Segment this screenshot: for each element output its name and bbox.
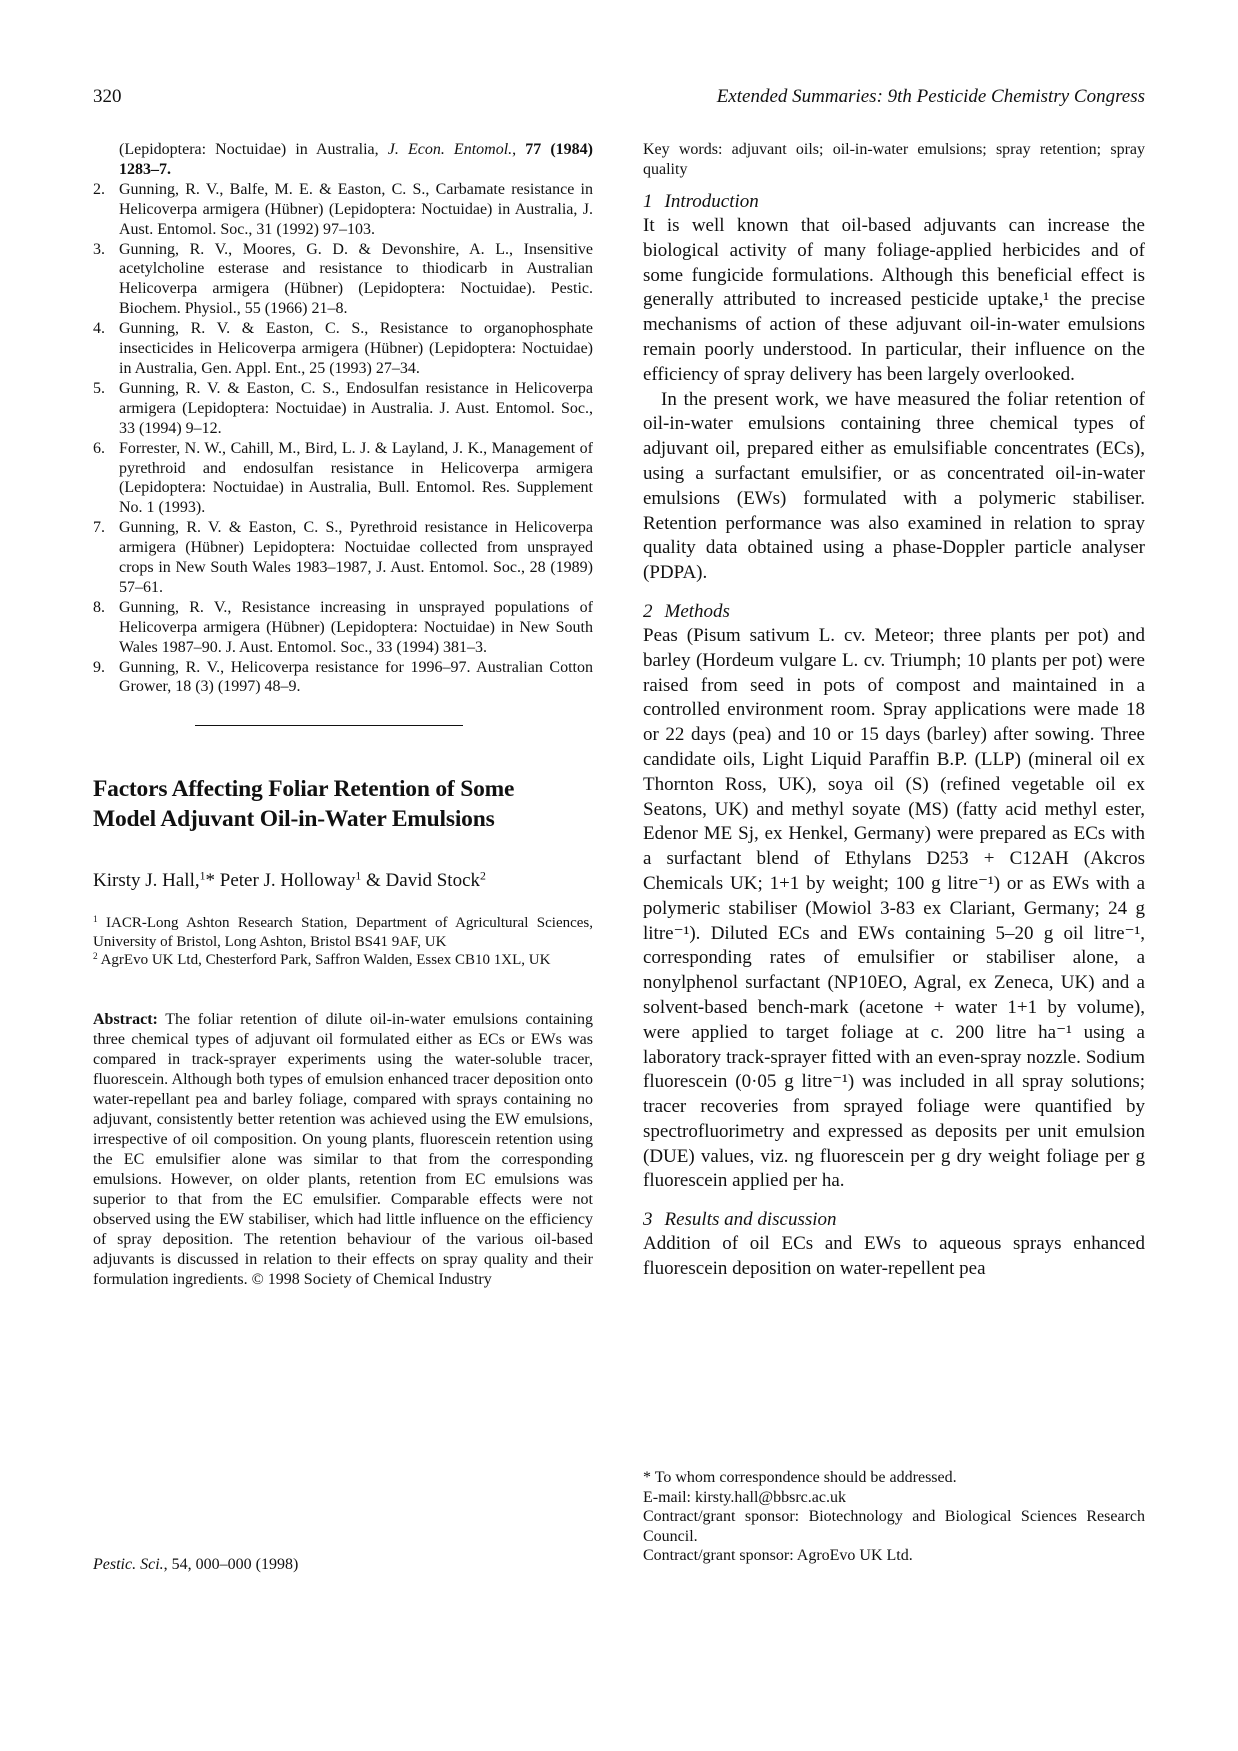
reference-text: Gunning, R. V., Resistance increasing in unsprayed populations of Helicoverpa armigera (Hübner) (Lepidoptera: Noctuidae) in New South Wales 1987–90. J. Aust. Entomol. Soc., 33 (1994) 381–3. — [119, 598, 593, 656]
reference-number: 4. — [93, 320, 105, 338]
reference-list — [93, 140, 593, 697]
footnote-correspondence: * To whom correspondence should be addressed. — [643, 1469, 957, 1486]
reference-number: 5. — [93, 379, 105, 397]
reference-number: 8. — [93, 598, 105, 616]
reference-text: Gunning, R. V., Helicoverpa resistance for 1996–97. Australian Cotton Grower, 18 (3) (1997) 48–9. — [119, 658, 593, 696]
page-header — [93, 86, 1145, 116]
affiliation-2: $^2$ AgrEvo UK Ltd, Chesterford Park, Saffron Walden, Essex CB10 1XL, UK — [93, 952, 551, 969]
introduction-paragraph-1: It is well known that oil-based adjuvants can increase the biological activity of many foliage-applied herbicides and of some fungicide formulations. Although this beneficial effect is generally attributed to increased pesticide uptake,¹ the precise mechanisms of action of these adjuvant oil-in-water emulsions remain poorly understood. In particular, their influence on the efficiency of spray delivery has been largely overlooked. — [643, 215, 1145, 385]
reference-item — [93, 379, 593, 439]
reference-item — [93, 319, 593, 379]
reference-number: 6. — [93, 439, 105, 457]
footnote-sponsor-1: Contract/grant sponsor: Biotechnology and Biological Sciences Research Council. — [643, 1508, 1145, 1545]
right-column — [643, 140, 1145, 1282]
affiliations — [93, 914, 593, 970]
footnote-email: E-mail: kirsty.hall@bbsrc.ac.uk — [643, 1488, 846, 1506]
reference-text: Gunning, R. V. & Easton, C. S., Pyrethroid resistance in Helicoverpa armigera (Hübner) Lepidoptera: Noctuidae collected from unsprayed crops in New South Wales 1983–1987, J. Aust. Entomol. Soc., 28 (1989) 57–61. — [119, 519, 593, 596]
reference-text: Gunning, R. V. & Easton, C. S., Resistance to organophosphate insecticides in Helicoverpa armigera (Hübner) (Lepidoptera: Noctuidae) in Australia, Gen. Appl. Ent., 25 (1993) 27–34. — [119, 320, 593, 377]
section-heading-introduction: 1 Introduction — [643, 191, 759, 212]
reference-item — [93, 658, 593, 698]
reference-number: 7. — [93, 519, 105, 537]
introduction-paragraph-2: In the present work, we have measured the foliar retention of oil-in-water emulsions containing three chemical types of adjuvant oil, prepared either as emulsifiable concentrates (ECs), using a surfactant emulsifier, or as concentrated oil-in-water emulsions (EWs) formulated with a polymeric stabiliser. Retention performance was also examined in relation to spray quality data obtained using a phase-Doppler particle analyser (PDPA). — [643, 388, 1145, 584]
reference-text: Gunning, R. V. & Easton, C. S., Endosulfan resistance in Helicoverpa armigera (Lepidoptera: Noctuidae) in Australia. J. Aust. Entomol. Soc., 33 (1994) 9–12. — [119, 379, 593, 437]
footnotes — [643, 1468, 1145, 1566]
left-column — [93, 140, 593, 1290]
article-title: Factors Affecting Foliar Retention of Some Model Adjuvant Oil-in-Water Emulsions — [93, 776, 515, 833]
reference-text: Forrester, N. W., Cahill, M., Bird, L. J. & Layland, J. K., Management of pyrethroid and endosulfan resistance in Helicoverpa armigera (Lepidoptera: Noctuidae) in Australia, Bull. Entomol. Res. Supplement No. 1 (1993). — [119, 439, 593, 517]
methods-paragraph: Peas (Pisum sativum L. cv. Meteor; three plants per pot) and barley (Hordeum vulgare L. cv. Triumph; 10 plants per pot) were raised from seed in pots of compost and maintained in a controlled environment room. Spray applications were made 18 or 22 days (pea) and 10 or 15 days (barley) after sowing. Three candidate oils, Light Liquid Paraffin B.P. (LLP) (mineral oil ex Thornton Ross, UK), soya oil (S) (refined vegetable oil ex Seatons, UK) and methyl soyate (MS) (fatty acid methyl ester, Edenor ME Sj, ex Henkel, Germany) were prepared as ECs with a surfactant blend of Ethylans D253 + C12AH (Akcros Chemicals UK; 1+1 by weight; 100 g litre⁻¹) or as EWs with a polymeric stabiliser (Mowiol 3-83 ex Clariant, Germany; 24 g litre⁻¹). Diluted ECs and EWs containing 5–20 g oil litre⁻¹, corresponding rates of emulsifier or stabiliser alone, a nonylphenol surfactant (NP10EO, Agral, ex Zeneca, UK) and a solvent-based bench-mark (acetone + water 1+1 by volume), were applied to target foliage at c. 200 litre ha⁻¹ using a laboratory track-sprayer fitted with an even-spray nozzle. Sodium fluorescein (0·05 g litre⁻¹) was included in all spray solutions; tracer recoveries from sprayed foliage were quantified by spectrofluorimetry and expressed as deposits per unit emulsion (DUE) values, viz. ng fluorescein per g dry weight foliage per g fluorescein applied per ha. — [643, 624, 1145, 1192]
reference-number: 2. — [93, 180, 105, 198]
section-heading-results: 3 Results and discussion — [643, 1209, 837, 1231]
reference-item — [93, 240, 593, 320]
section-heading-methods: 2 Methods — [643, 600, 730, 622]
journal-citation: Pestic. Sci., 54, 000–000 (1998) — [93, 1556, 299, 1573]
reference-item — [93, 518, 593, 598]
keywords: Key words: adjuvant oils; oil-in-water emulsions; spray retention; spray quality — [643, 141, 1145, 178]
running-head: Extended Summaries: 9th Pesticide Chemistry Congress — [716, 86, 1145, 107]
results-paragraph: Addition of oil ECs and EWs to aqueous sprays enhanced fluorescein deposition on water-repellent pea — [643, 1233, 1145, 1280]
reference-item — [93, 439, 593, 519]
reference-number: 3. — [93, 240, 105, 258]
reference-text: Gunning, R. V., Balfe, M. E. & Easton, C. S., Carbamate resistance in Helicoverpa armigera (Hübner) (Lepidoptera: Noctuidae) in Australia, J. Aust. Entomol. Soc., 31 (1992) 97–103. — [119, 180, 593, 238]
author-list: Kirsty J. Hall,$^1$* Peter J. Holloway$^1$ & David Stock$^2$ — [93, 869, 486, 892]
affiliation-1: $^1$ IACR-Long Ashton Research Station, Department of Agricultural Sciences, University of Bristol, Long Ashton, Bristol BS41 9AF, UK — [93, 915, 593, 950]
reference-items — [93, 180, 593, 698]
page-number: 320 — [93, 86, 122, 107]
reference-text: Gunning, R. V., Moores, G. D. & Devonshire, A. L., Insensitive acetylcholine esterase and resistance to thiodicarb in Australian Helicoverpa armigera (Hübner) (Lepidoptera: Noctuidae). Pestic. Biochem. Physiol., 55 (1966) 21–8. — [119, 240, 593, 318]
abstract: Abstract: The foliar retention of dilute oil-in-water emulsions containing three chemical types of adjuvant oil formulated either as ECs or EWs was compared in track-sprayer experiments using the water-soluble tracer, fluorescein. Although both types of emulsion enhanced tracer deposition onto water-repellant pea and barley foliage, compared with sprays containing no adjuvant, consistently better retention was achieved using the EW emulsions, irrespective of oil composition. On young plants, fluorescein retention using the EC emulsifier alone was similar to that from the corresponding emulsions. However, on older plants, retention from EC emulsions was superior to that from the EC emulsifier. Comparable effects were not observed using the EW stabiliser, which had little influence on the efficiency of spray deposition. The retention behaviour of the various oil-based adjuvants is discussed in relation to their effects on spray quality and their formulation ingredients. © 1998 Society of Chemical Industry — [93, 1010, 593, 1288]
article-divider — [195, 725, 463, 726]
reference-1-continuation: (Lepidoptera: Noctuidae) in Australia, J. Econ. Entomol., 77 (1984) 1283–7. — [119, 141, 594, 178]
footnote-sponsor-2: Contract/grant sponsor: AgroEvo UK Ltd. — [643, 1547, 913, 1564]
reference-item — [93, 598, 593, 658]
reference-number: 9. — [93, 658, 105, 676]
reference-item — [93, 180, 593, 240]
